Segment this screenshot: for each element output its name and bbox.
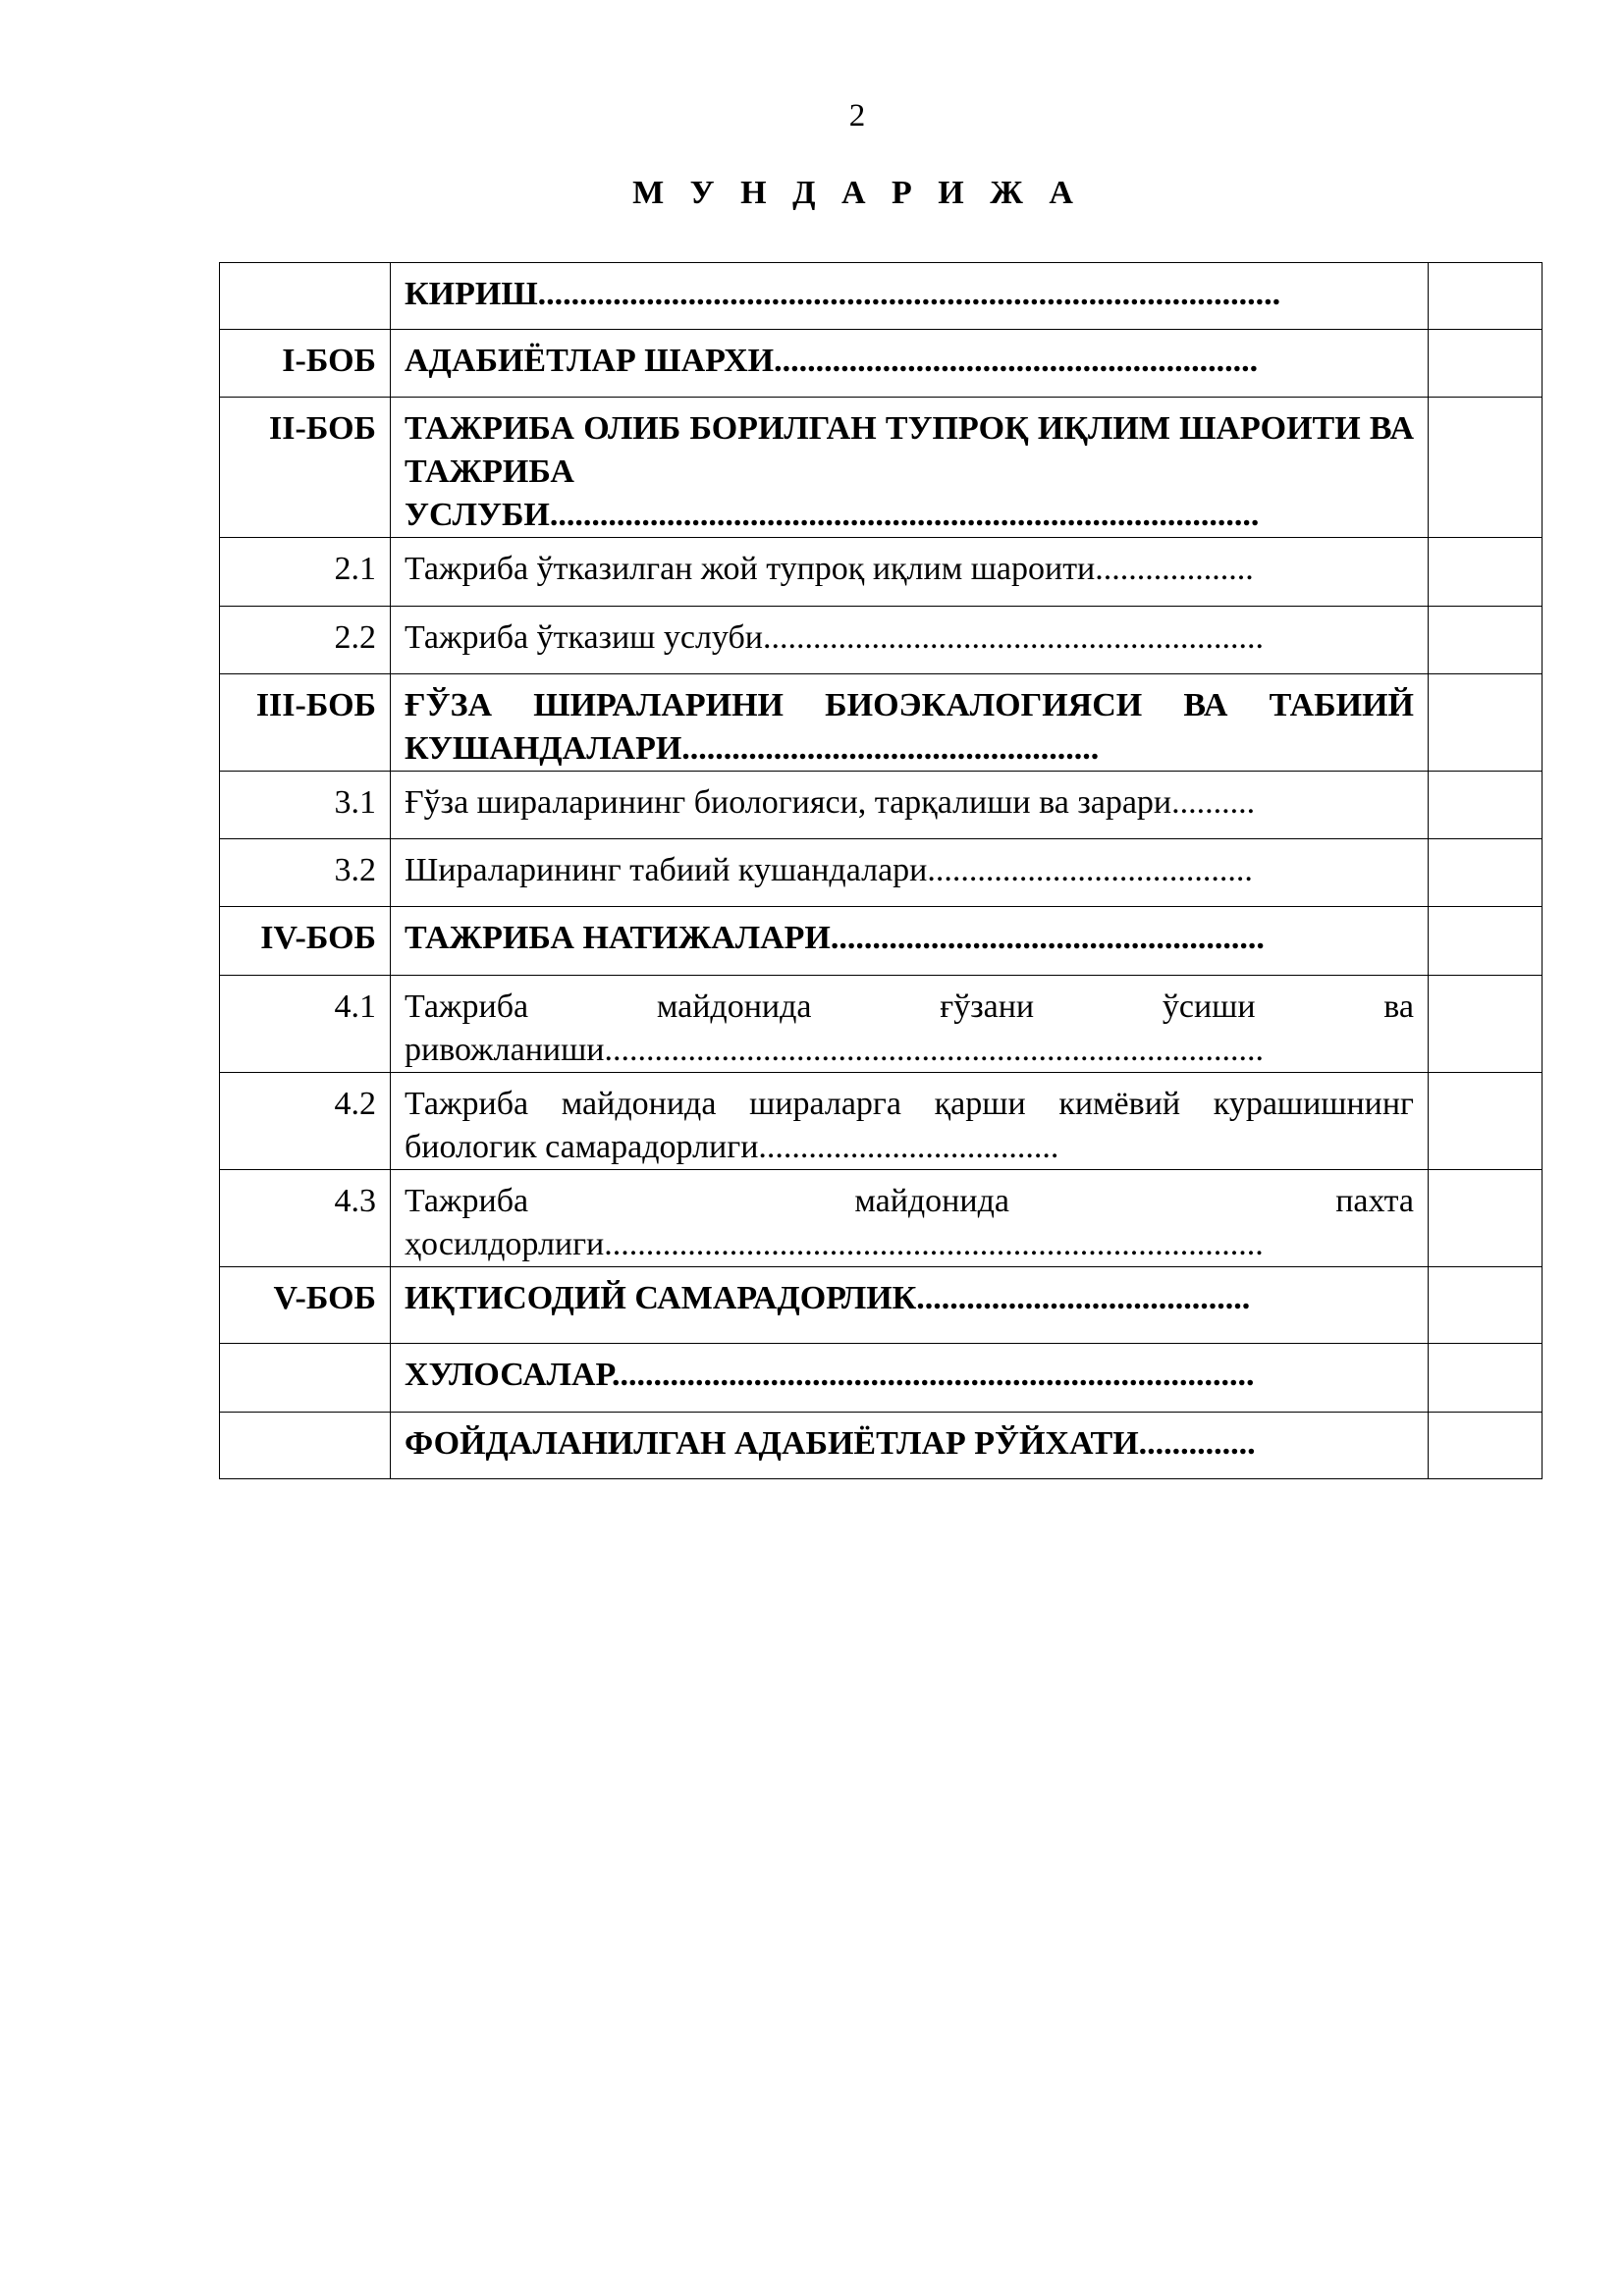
toc-row-title-text: Тажриба майдонида шираларга қарши кимёвий курашишнинг биологик самарадорлиги....................................: [405, 1086, 1414, 1165]
toc-row-title: [391, 330, 1429, 398]
toc-row-title-text: Шираларининг табиий кушандалари.......................................: [405, 852, 1253, 888]
toc-row-page: [1429, 1267, 1543, 1344]
toc-row-chapter-2: [220, 398, 1543, 538]
toc-row-page: [1429, 907, 1543, 976]
toc-row-title-text: ҒЎЗА ШИРАЛАРИНИ БИОЭКАЛОГИЯСИ ВА ТАБИИЙ КУШАНДАЛАРИ..................................................: [405, 687, 1414, 767]
toc-row-title-text: КИРИШ.........................................................................................: [405, 276, 1281, 312]
toc-row-chapter-1: [220, 330, 1543, 398]
toc-row-page: [1429, 1413, 1543, 1479]
toc-row-number: 4.1: [220, 976, 391, 1073]
toc-row-number: I-БОБ: [220, 330, 391, 398]
toc-row-title: [391, 1170, 1429, 1267]
toc-row-page: [1429, 330, 1543, 398]
toc-row-title-text: ХУЛОСАЛАР.............................................................................: [405, 1357, 1255, 1393]
toc-row-section-4-1: [220, 976, 1543, 1073]
toc-row-title: [391, 607, 1429, 674]
toc-row-title: [391, 674, 1429, 772]
toc-row-section-4-2: [220, 1073, 1543, 1170]
toc-row-title: [391, 1344, 1429, 1413]
toc-row-page: [1429, 1344, 1543, 1413]
toc-row-page: [1429, 398, 1543, 538]
toc-row-page: [1429, 976, 1543, 1073]
toc-row-number: 3.1: [220, 772, 391, 839]
toc-row-number: 2.1: [220, 538, 391, 607]
toc-row-title-text: АДАБИЁТЛАР ШАРХИ..........................................................: [405, 343, 1259, 379]
toc-row-page: [1429, 772, 1543, 839]
page-number: 2: [848, 98, 866, 133]
toc-row-introduction: [220, 263, 1543, 330]
toc-row-section-2-1: [220, 538, 1543, 607]
toc-row-title-text: ТАЖРИБА НАТИЖАЛАРИ....................................................: [405, 920, 1265, 956]
toc-row-title: [391, 839, 1429, 907]
toc-row-section-4-3: [220, 1170, 1543, 1267]
toc-row-title: [391, 1267, 1429, 1344]
toc-row-title-text: Тажриба ўтказиш услуби............................................................: [405, 619, 1264, 656]
toc-row-page: [1429, 839, 1543, 907]
page-title: М У Н Д А Р И Ж А: [632, 175, 1082, 211]
toc-row-number: II-БОБ: [220, 398, 391, 538]
toc-row-page: [1429, 538, 1543, 607]
toc-row-chapter-4: [220, 907, 1543, 976]
toc-row-page: [1429, 263, 1543, 330]
toc-row-number: IV-БОБ: [220, 907, 391, 976]
toc-row-section-2-2: [220, 607, 1543, 674]
toc-row-title-text: ИҚТИСОДИЙ САМАРАДОРЛИК........................................: [405, 1280, 1251, 1316]
toc-row-page: [1429, 674, 1543, 772]
toc-row-conclusions: [220, 1344, 1543, 1413]
table-of-contents: [219, 262, 1543, 1479]
toc-row-section-3-1: [220, 772, 1543, 839]
toc-row-number: III-БОБ: [220, 674, 391, 772]
toc-row-title-text: ТАЖРИБА ОЛИБ БОРИЛГАН ТУПРОҚ ИҚЛИМ ШАРОИТИ ВА ТАЖРИБА УСЛУБИ.....................................................................................: [405, 410, 1414, 533]
toc-row-title-text: Тажриба майдонида пахта ҳосилдорлиги...............................................................................: [405, 1183, 1414, 1262]
toc-row-title-text: Тажриба майдонида ғўзани ўсиши ва ривожланиши...............................................................................: [405, 988, 1414, 1068]
toc-row-title: [391, 1073, 1429, 1170]
toc-row-chapter-5: [220, 1267, 1543, 1344]
toc-row-number: [220, 263, 391, 330]
toc-row-number: [220, 1413, 391, 1479]
toc-row-title-text: Ғўза шираларининг биологияси, тарқалиши ва зарари..........: [405, 784, 1256, 821]
toc-row-page: [1429, 1073, 1543, 1170]
toc-row-number: 4.2: [220, 1073, 391, 1170]
toc-row-title-text: ФОЙДАЛАНИЛГАН АДАБИЁТЛАР РЎЙХАТИ..............: [405, 1425, 1256, 1462]
toc-row-title: [391, 772, 1429, 839]
toc-row-title: [391, 263, 1429, 330]
toc-row-page: [1429, 1170, 1543, 1267]
toc-row-title: [391, 398, 1429, 538]
toc-row-number: 2.2: [220, 607, 391, 674]
toc-row-title: [391, 538, 1429, 607]
toc-row-number: [220, 1344, 391, 1413]
toc-row-title: [391, 907, 1429, 976]
toc-row-chapter-3: [220, 674, 1543, 772]
toc-row-references: [220, 1413, 1543, 1479]
toc-row-title: [391, 1413, 1429, 1479]
toc-row-number: V-БОБ: [220, 1267, 391, 1344]
toc-row-title-text: Тажриба ўтказилган жой тупроқ иқлим шароити...................: [405, 551, 1254, 587]
toc-row-section-3-2: [220, 839, 1543, 907]
toc-row-page: [1429, 607, 1543, 674]
toc-row-number: 3.2: [220, 839, 391, 907]
toc-row-title: [391, 976, 1429, 1073]
toc-row-number: 4.3: [220, 1170, 391, 1267]
